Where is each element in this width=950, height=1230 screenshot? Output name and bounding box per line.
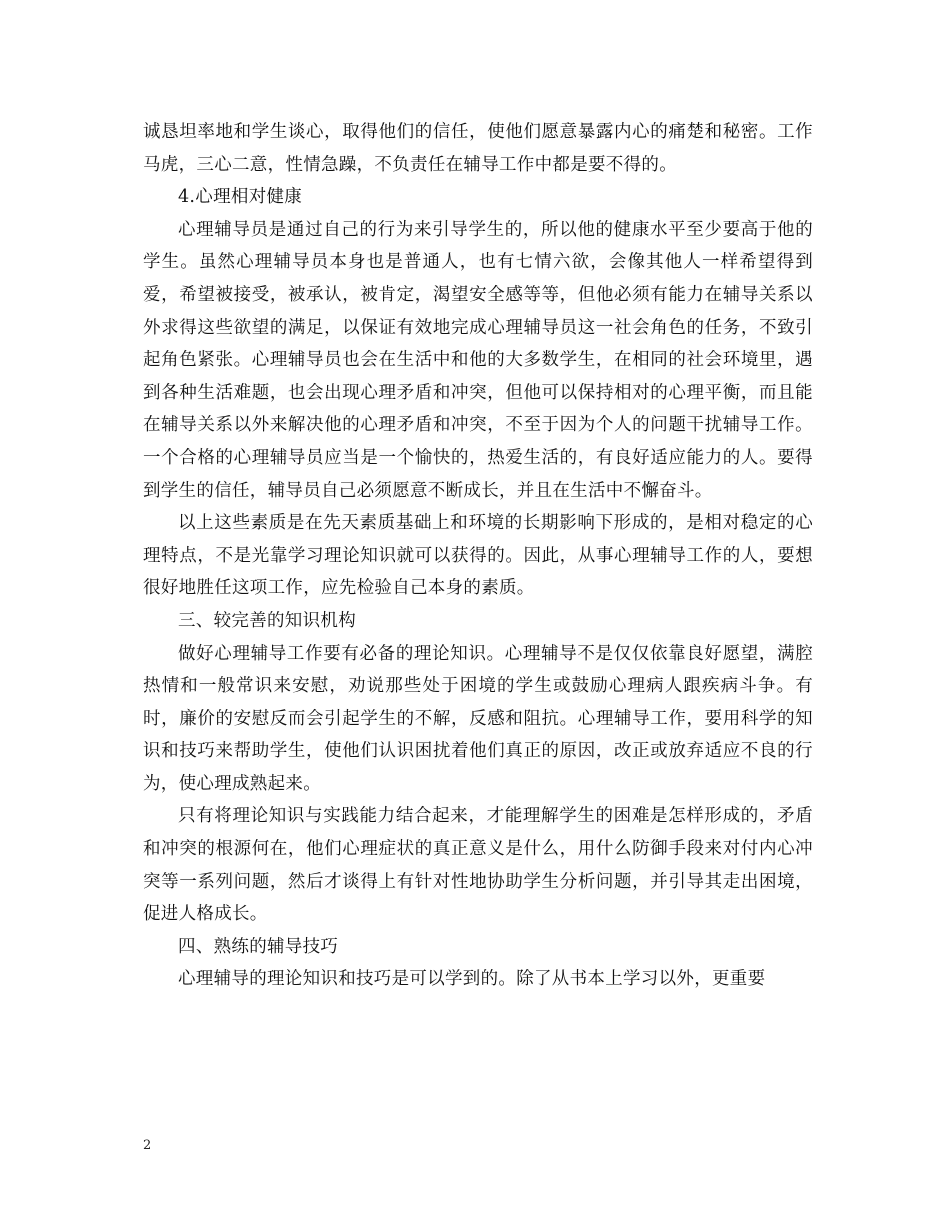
document-body [143,116,813,996]
paragraph-mental-health: 心理辅导员是通过自己的行为来引导学生的，所以他的健康水平至少要高于他的学生。虽然心理辅导员本身也是普通人，也有七情六欲，会像其他人一样希望得到爱，希望被接受，被承认，被肯定，渴望安全感等等，但他必须有能力在辅导关系以外求得这些欲望的满足，以保证有效地完成心理辅导员这一社会角色的任务，不致引起角色紧张。心理辅导员也会在生活中和他的大多数学生，在相同的社会环境里，遇到各种生活难题，也会出现心理矛盾和冲突，但他可以保持相对的心理平衡，而且能在辅导关系以外来解决他的心理矛盾和冲突，不至于因为个人的问题干扰辅导工作。一个合格的心理辅导员应当是一个愉快的，热爱生活的，有良好适应能力的人。要得到学生的信任，辅导员自己必须愿意不断成长，并且在生活中不懈奋斗。 [143,219,813,501]
page-number: 2 [143,1138,152,1153]
paragraph-theory-practice: 只有将理论知识与实践能力结合起来，才能理解学生的困难是怎样形成的，矛盾和冲突的根源何在，他们心理症状的真正意义是什么，用什么防御手段来对付内心冲突等一系列问题，然后才谈得上有针对性地协助学生分析问题，并引导其走出困境，促进人格成长。 [143,806,813,925]
heading-mental-health: 4.心理相对健康 [178,187,303,208]
paragraph-continuation: 诚恳坦率地和学生谈心，取得他们的信任，使他们愿意暴露内心的痛楚和秘密。工作马虎，三心二意，性情急躁，不负责任在辅导工作中都是要不得的。 [143,122,813,175]
paragraph-qualities-summary: 以上这些素质是在先天素质基础上和环境的长期影响下形成的，是相对稳定的心理特点，不是光靠学习理论知识就可以获得的。因此，从事心理辅导工作的人，要想很好地胜任这项工作，应先检验自己本身的素质。 [143,513,813,599]
paragraph-theory-knowledge: 做好心理辅导工作要有必备的理论知识。心理辅导不是仅仅依靠良好愿望，满腔热情和一般常识来安慰，劝说那些处于困境的学生或鼓励心理病人跟疾病斗争。有时，廉价的安慰反而会引起学生的不解，反感和阻抗。心理辅导工作，要用科学的知识和技巧来帮助学生，使他们认识困扰着他们真正的原因，改正或放弃适应不良的行为，使心理成熟起来。 [143,643,813,794]
heading-counseling-skills: 四、熟练的辅导技巧 [178,936,339,957]
paragraph-counseling-skills: 心理辅导的理论知识和技巧是可以学到的。除了从书本上学习以外，更重要 [178,969,766,990]
heading-knowledge-structure: 三、较完善的知识机构 [178,610,356,631]
